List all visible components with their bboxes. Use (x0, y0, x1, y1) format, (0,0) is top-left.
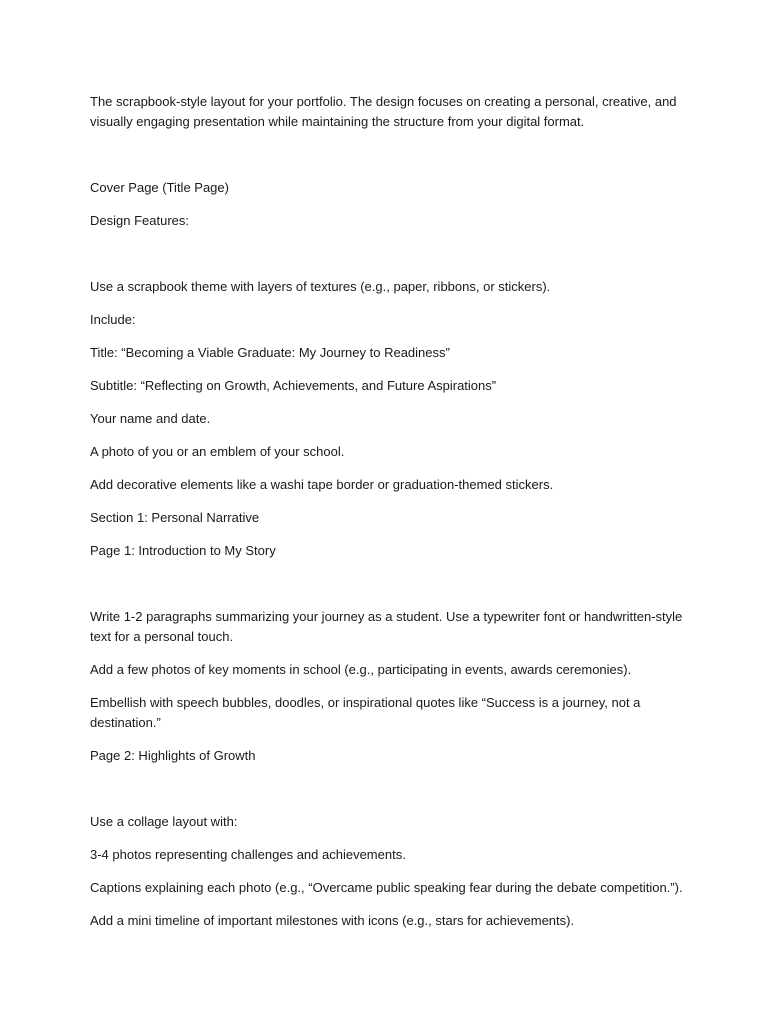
paragraph: Add a few photos of key moments in school (e.g., participating in events, awards ceremonies). (90, 662, 632, 677)
paragraph: Include: (90, 312, 136, 327)
heading-design-features: Design Features: (90, 213, 189, 228)
heading-section-1: Section 1: Personal Narrative (90, 510, 260, 525)
spacer (90, 779, 690, 812)
paragraph: Use a collage layout with: (90, 814, 238, 829)
paragraph: Embellish with speech bubbles, doodles, or inspirational quotes like “Success is a journey, not a destination.” (90, 695, 641, 730)
paragraph: Add decorative elements like a washi tape border or graduation-themed stickers. (90, 477, 554, 492)
paragraph: 3-4 photos representing challenges and achievements. (90, 847, 406, 862)
paragraph: Add a mini timeline of important milestones with icons (e.g., stars for achievements). (90, 913, 575, 928)
paragraph: Use a scrapbook theme with layers of textures (e.g., paper, ribbons, or stickers). (90, 279, 551, 294)
paragraph: A photo of you or an emblem of your school. (90, 444, 345, 459)
paragraph: Write 1-2 paragraphs summarizing your journey as a student. Use a typewriter font or handwritten-style text for a personal touch. (90, 609, 683, 644)
paragraph: Captions explaining each photo (e.g., “Overcame public speaking fear during the debate competition.”). (90, 880, 683, 895)
heading-cover-page: Cover Page (Title Page) (90, 180, 229, 195)
paragraph: Subtitle: “Reflecting on Growth, Achievements, and Future Aspirations” (90, 378, 497, 393)
paragraph: Title: “Becoming a Viable Graduate: My Journey to Readiness” (90, 345, 450, 360)
heading-page-1: Page 1: Introduction to My Story (90, 543, 276, 558)
intro-paragraph: The scrapbook-style layout for your portfolio. The design focuses on creating a personal, creative, and visually engaging presentation while maintaining the structure from your digital format. (90, 94, 677, 129)
spacer (90, 244, 690, 277)
spacer (90, 145, 690, 178)
document-body (90, 92, 690, 944)
paragraph: Your name and date. (90, 411, 211, 426)
spacer (90, 574, 690, 607)
heading-page-2: Page 2: Highlights of Growth (90, 748, 256, 763)
